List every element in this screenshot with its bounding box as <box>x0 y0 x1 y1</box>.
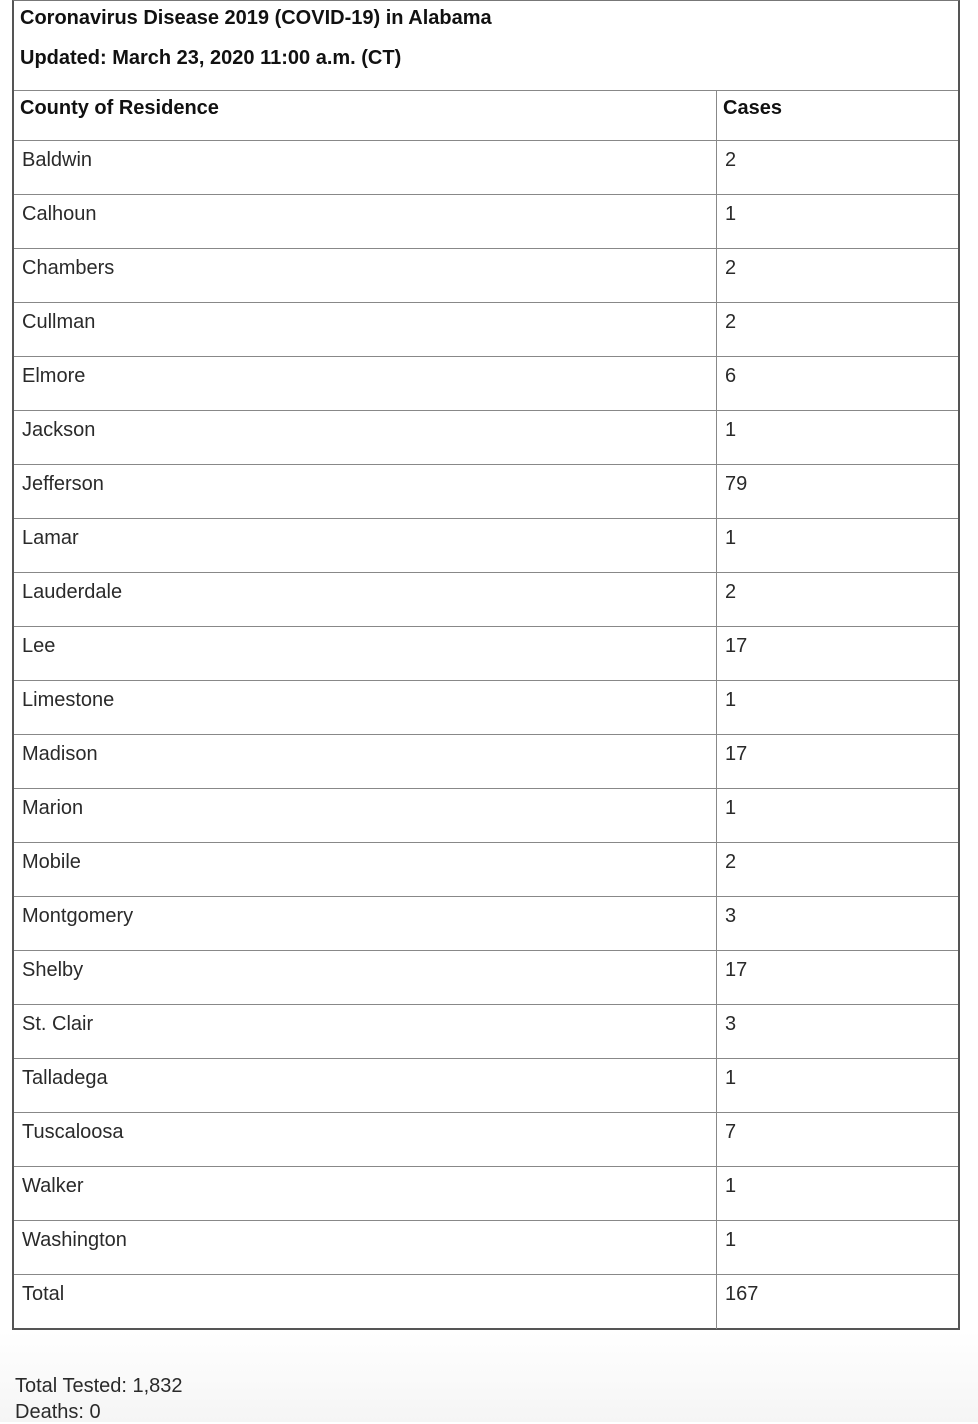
deaths-text: Deaths: 0 <box>15 1401 101 1423</box>
table-row <box>14 465 958 519</box>
table-row <box>14 843 958 897</box>
cases-cell: 6 <box>725 365 737 387</box>
table-row <box>14 357 958 411</box>
cases-cell: 2 <box>725 257 737 279</box>
cases-cell: 1 <box>725 1175 737 1197</box>
table-row <box>14 681 958 735</box>
table-row <box>14 1113 958 1167</box>
cases-cell: 7 <box>725 1121 737 1143</box>
county-cell: Montgomery <box>14 897 717 950</box>
county-cell: Madison <box>14 735 717 788</box>
county-cell: Jackson <box>14 411 717 464</box>
county-cell: Baldwin <box>14 141 717 194</box>
county-cell: Mobile <box>14 843 717 896</box>
cases-cell: 1 <box>725 1067 737 1089</box>
table-row <box>14 249 958 303</box>
county-cell: Marion <box>14 789 717 842</box>
cases-cell: 17 <box>725 959 748 981</box>
cases-cell: 17 <box>725 635 748 657</box>
table-header-row <box>14 91 958 141</box>
table-rows <box>14 141 958 1329</box>
cases-cell: 3 <box>725 1013 737 1035</box>
table-total-row <box>14 1275 958 1329</box>
cases-cell: 1 <box>725 419 737 441</box>
summary-footer <box>0 1331 978 1422</box>
table-row <box>14 195 958 249</box>
cases-cell: 2 <box>725 581 737 603</box>
county-cell: Lauderdale <box>14 573 717 626</box>
cases-cell: 79 <box>725 473 748 495</box>
cases-cell: 2 <box>725 311 737 333</box>
cases-cell: 167 <box>725 1283 759 1305</box>
cases-cell: 1 <box>725 203 737 225</box>
cases-cell: 17 <box>725 743 748 765</box>
page-title: Coronavirus Disease 2019 (COVID-19) in Alabama <box>20 7 492 29</box>
cases-table <box>12 0 960 1330</box>
county-cell: Calhoun <box>14 195 717 248</box>
county-cell: Shelby <box>14 951 717 1004</box>
cases-cell: 1 <box>725 1229 737 1251</box>
cases-cell: 2 <box>725 851 737 873</box>
table-row <box>14 951 958 1005</box>
cases-cell: 1 <box>725 527 737 549</box>
column-header-cases: Cases <box>723 97 782 119</box>
table-caption <box>14 1 958 91</box>
cases-cell: 2 <box>725 149 737 171</box>
table-body <box>14 91 958 1329</box>
table-row <box>14 1005 958 1059</box>
table-row <box>14 1059 958 1113</box>
cases-cell: 1 <box>725 797 737 819</box>
county-cell: Chambers <box>14 249 717 302</box>
county-cell: Washington <box>14 1221 717 1274</box>
table-row <box>14 735 958 789</box>
county-cell: Lamar <box>14 519 717 572</box>
county-cell: Elmore <box>14 357 717 410</box>
table-row <box>14 519 958 573</box>
county-cell: Talladega <box>14 1059 717 1112</box>
county-cell: Lee <box>14 627 717 680</box>
table-row <box>14 789 958 843</box>
county-cell: Total <box>14 1275 717 1329</box>
county-cell: Cullman <box>14 303 717 356</box>
table-row <box>14 1221 958 1275</box>
updated-timestamp: Updated: March 23, 2020 11:00 a.m. (CT) <box>20 47 402 69</box>
county-cell: Jefferson <box>14 465 717 518</box>
county-cell: St. Clair <box>14 1005 717 1058</box>
cases-cell: 3 <box>725 905 737 927</box>
table-row <box>14 573 958 627</box>
column-header-county: County of Residence <box>14 91 717 140</box>
county-cell: Walker <box>14 1167 717 1220</box>
table-row <box>14 1167 958 1221</box>
table-row <box>14 303 958 357</box>
county-cell: Tuscaloosa <box>14 1113 717 1166</box>
county-cell: Limestone <box>14 681 717 734</box>
table-row <box>14 141 958 195</box>
total-tested-text: Total Tested: 1,832 <box>15 1375 183 1397</box>
table-row <box>14 411 958 465</box>
table-row <box>14 897 958 951</box>
table-row <box>14 627 958 681</box>
cases-cell: 1 <box>725 689 737 711</box>
